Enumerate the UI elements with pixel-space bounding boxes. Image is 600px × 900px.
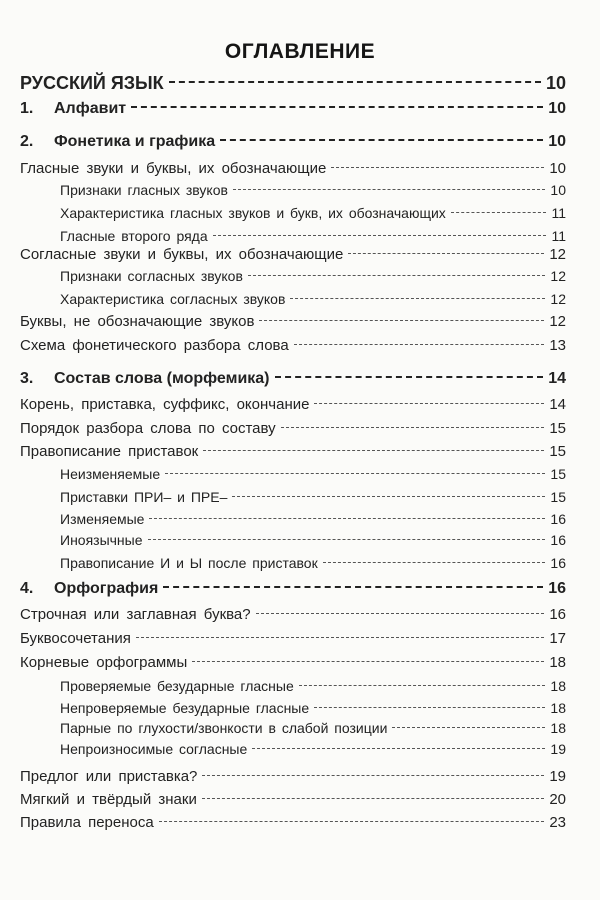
toc-entry-label <box>20 606 251 623</box>
entry-text: Правила переноса <box>20 814 154 831</box>
page-number: 10 <box>548 100 566 117</box>
dot-leader <box>281 427 545 428</box>
toc-entry-label <box>20 630 131 647</box>
page-number: 18 <box>550 678 566 694</box>
dot-leader <box>220 139 543 141</box>
dot-leader <box>213 235 547 236</box>
dot-leader <box>136 637 544 638</box>
toc-entry-label <box>20 814 154 831</box>
page-number: 12 <box>549 313 566 330</box>
page-number: 15 <box>550 489 566 505</box>
toc-entry[interactable] <box>60 511 566 527</box>
toc-entry-label <box>20 420 276 437</box>
dot-leader <box>451 212 547 213</box>
page-number: 19 <box>549 768 566 785</box>
page-number: 23 <box>549 814 566 831</box>
toc-entry[interactable] <box>60 532 566 548</box>
dot-leader <box>392 727 545 728</box>
entry-text: Согласные звуки и буквы, их обозначающие <box>20 246 344 263</box>
toc-entry-label <box>60 205 446 221</box>
page-number: 10 <box>549 160 566 177</box>
toc-entry-label <box>60 182 228 198</box>
entry-text: Орфография <box>54 580 159 597</box>
toc-entry[interactable] <box>20 396 566 413</box>
toc-entry[interactable] <box>20 133 566 151</box>
entry-text: Фонетика и графика <box>54 133 216 150</box>
entry-text: Проверяемые безударные гласные <box>60 678 294 694</box>
entry-text: Признаки согласных звуков <box>60 268 243 284</box>
page-number: 15 <box>549 443 566 460</box>
toc-entry-label <box>60 532 143 548</box>
page-number: 13 <box>549 337 566 354</box>
dot-leader <box>314 403 544 404</box>
toc-entry-label <box>60 511 144 527</box>
toc-entry[interactable] <box>60 291 566 307</box>
page-number: 15 <box>550 466 566 482</box>
entry-text: Изменяемые <box>60 511 145 527</box>
toc-entry-label <box>20 246 343 263</box>
toc-entry-label <box>20 337 289 354</box>
page-number: 11 <box>551 228 566 244</box>
toc-entry[interactable] <box>60 489 566 505</box>
page-number: 16 <box>550 555 566 571</box>
toc-entry-label <box>20 313 254 330</box>
toc-entry[interactable] <box>20 160 566 177</box>
toc-entry-label <box>60 741 247 757</box>
page-number: 12 <box>550 268 566 284</box>
toc-entry-label <box>60 489 227 505</box>
section-number: 3. <box>20 370 34 387</box>
dot-leader <box>159 821 545 822</box>
dot-leader <box>202 775 544 776</box>
entry-text: Мягкий и твёрдый знаки <box>20 791 197 808</box>
toc-entry[interactable] <box>20 420 566 437</box>
toc-entry-label <box>20 443 198 460</box>
toc-entry[interactable] <box>20 313 566 330</box>
toc-entry-label <box>60 268 243 284</box>
page-number: 15 <box>549 420 566 437</box>
toc-entry-label <box>60 291 285 307</box>
toc-entry[interactable] <box>60 555 566 571</box>
dot-leader <box>131 106 543 108</box>
toc-entry-label <box>60 678 294 694</box>
dot-leader <box>163 586 543 588</box>
toc-entry[interactable] <box>20 606 566 623</box>
section-number: 4. <box>20 580 34 597</box>
page-number: 10 <box>548 133 566 150</box>
dot-leader <box>323 562 546 563</box>
entry-text: Парные по глухости/звонкости в слабой позиции <box>60 720 388 736</box>
page-number: 10 <box>550 182 566 198</box>
toc-entry-label <box>20 133 215 151</box>
dot-leader <box>232 496 545 497</box>
page-number: 17 <box>549 630 566 647</box>
toc-entry[interactable] <box>60 268 566 284</box>
toc-entry-label <box>20 73 164 94</box>
dot-leader <box>248 275 546 276</box>
section-number: 1. <box>20 100 34 117</box>
toc-entry[interactable] <box>20 100 566 118</box>
dot-leader <box>275 376 544 378</box>
entry-text: Гласные звуки и буквы, их обозначающие <box>20 160 327 177</box>
entry-text: Приставки ПРИ– и ПРЕ– <box>60 489 228 505</box>
toc-entry-label <box>20 580 158 598</box>
dot-leader <box>252 748 545 749</box>
toc-entry-label <box>20 370 270 388</box>
toc-entry-label <box>20 396 309 413</box>
page-number: 16 <box>549 606 566 623</box>
entry-text: Корневые орфограммы <box>20 654 188 671</box>
page-number: 19 <box>550 741 566 757</box>
entry-text: Корень, приставка, суффикс, окончание <box>20 396 310 413</box>
entry-text: РУССКИЙ ЯЗЫК <box>20 73 164 93</box>
page-number: 12 <box>549 246 566 263</box>
page-number: 18 <box>550 700 566 716</box>
dot-leader <box>165 473 545 474</box>
toc-entry[interactable] <box>60 182 566 198</box>
entry-text: Правописание И и Ы после приставок <box>60 555 318 571</box>
toc-entry[interactable] <box>20 73 566 94</box>
toc-entry[interactable] <box>20 654 566 671</box>
page-number: 14 <box>548 370 566 387</box>
page-number: 11 <box>551 205 566 221</box>
toc-entry[interactable] <box>20 814 566 831</box>
toc-entry[interactable] <box>60 466 566 482</box>
toc-entry[interactable] <box>20 580 566 598</box>
toc-entry-label <box>60 720 387 736</box>
dot-leader <box>290 298 545 299</box>
dot-leader <box>169 81 541 83</box>
dot-leader <box>233 189 545 190</box>
dot-leader <box>348 253 544 254</box>
dot-leader <box>149 518 545 519</box>
toc-entry-label <box>20 160 326 177</box>
toc-entry[interactable] <box>20 630 566 647</box>
toc-entry[interactable] <box>20 768 566 785</box>
dot-leader <box>259 320 544 321</box>
section-number: 2. <box>20 133 34 150</box>
dot-leader <box>256 613 545 614</box>
entry-text: Буквосочетания <box>20 630 131 647</box>
toc-entry-label <box>20 768 197 785</box>
entry-text: Состав слова (морфемика) <box>54 370 270 387</box>
toc-title: ОГЛАВЛЕНИЕ <box>224 40 376 63</box>
dot-leader <box>192 661 544 662</box>
entry-text: Иноязычные <box>60 532 143 548</box>
entry-text: Признаки гласных звуков <box>60 182 228 198</box>
dot-leader <box>299 685 546 686</box>
dot-leader <box>314 707 545 708</box>
toc-entry[interactable] <box>60 228 566 244</box>
page-number: 16 <box>548 580 566 597</box>
toc-entry-label <box>20 100 126 118</box>
entry-text: Буквы, не обозначающие звуков <box>20 313 255 330</box>
toc-entry[interactable] <box>20 791 566 808</box>
toc-entry[interactable] <box>20 443 566 460</box>
entry-text: Неизменяемые <box>60 466 161 482</box>
entry-text: Непроизносимые согласные <box>60 741 248 757</box>
toc-entry-label <box>60 466 160 482</box>
toc-entry[interactable] <box>20 246 566 263</box>
entry-text: Характеристика согласных звуков <box>60 291 286 307</box>
toc-entry[interactable] <box>60 741 566 757</box>
page-number: 18 <box>550 720 566 736</box>
toc-entry[interactable] <box>60 720 566 736</box>
page-number: 16 <box>550 532 566 548</box>
toc-entry[interactable] <box>60 700 566 716</box>
page-number: 20 <box>549 791 566 808</box>
toc-entry-label <box>20 791 197 808</box>
entry-text: Непроверяемые безударные гласные <box>60 700 310 716</box>
toc-entry-label <box>60 228 208 244</box>
dot-leader <box>148 539 546 540</box>
entry-text: Гласные второго ряда <box>60 228 208 244</box>
dot-leader <box>331 167 544 168</box>
toc-entry-label <box>20 654 187 671</box>
entry-text: Порядок разбора слова по составу <box>20 420 276 437</box>
toc-entry[interactable] <box>60 205 566 221</box>
toc-entry[interactable] <box>60 678 566 694</box>
entry-text: Предлог или приставка? <box>20 768 198 785</box>
entry-text: Алфавит <box>54 100 127 117</box>
page-number: 18 <box>549 654 566 671</box>
entry-text: Схема фонетического разбора слова <box>20 337 289 354</box>
page-number: 16 <box>550 511 566 527</box>
entry-text: Правописание приставок <box>20 443 199 460</box>
entry-text: Характеристика гласных звуков и букв, их обозначающих <box>60 205 446 221</box>
page-number: 12 <box>550 291 566 307</box>
page-number: 10 <box>545 73 566 93</box>
toc-entry-label <box>60 555 318 571</box>
dot-leader <box>203 450 544 451</box>
dot-leader <box>294 344 545 345</box>
page-number: 14 <box>549 396 566 413</box>
toc-entry-label <box>60 700 309 716</box>
dot-leader <box>202 798 544 799</box>
toc-entry[interactable] <box>20 370 566 388</box>
toc-entry[interactable] <box>20 337 566 354</box>
entry-text: Строчная или заглавная буква? <box>20 606 251 623</box>
